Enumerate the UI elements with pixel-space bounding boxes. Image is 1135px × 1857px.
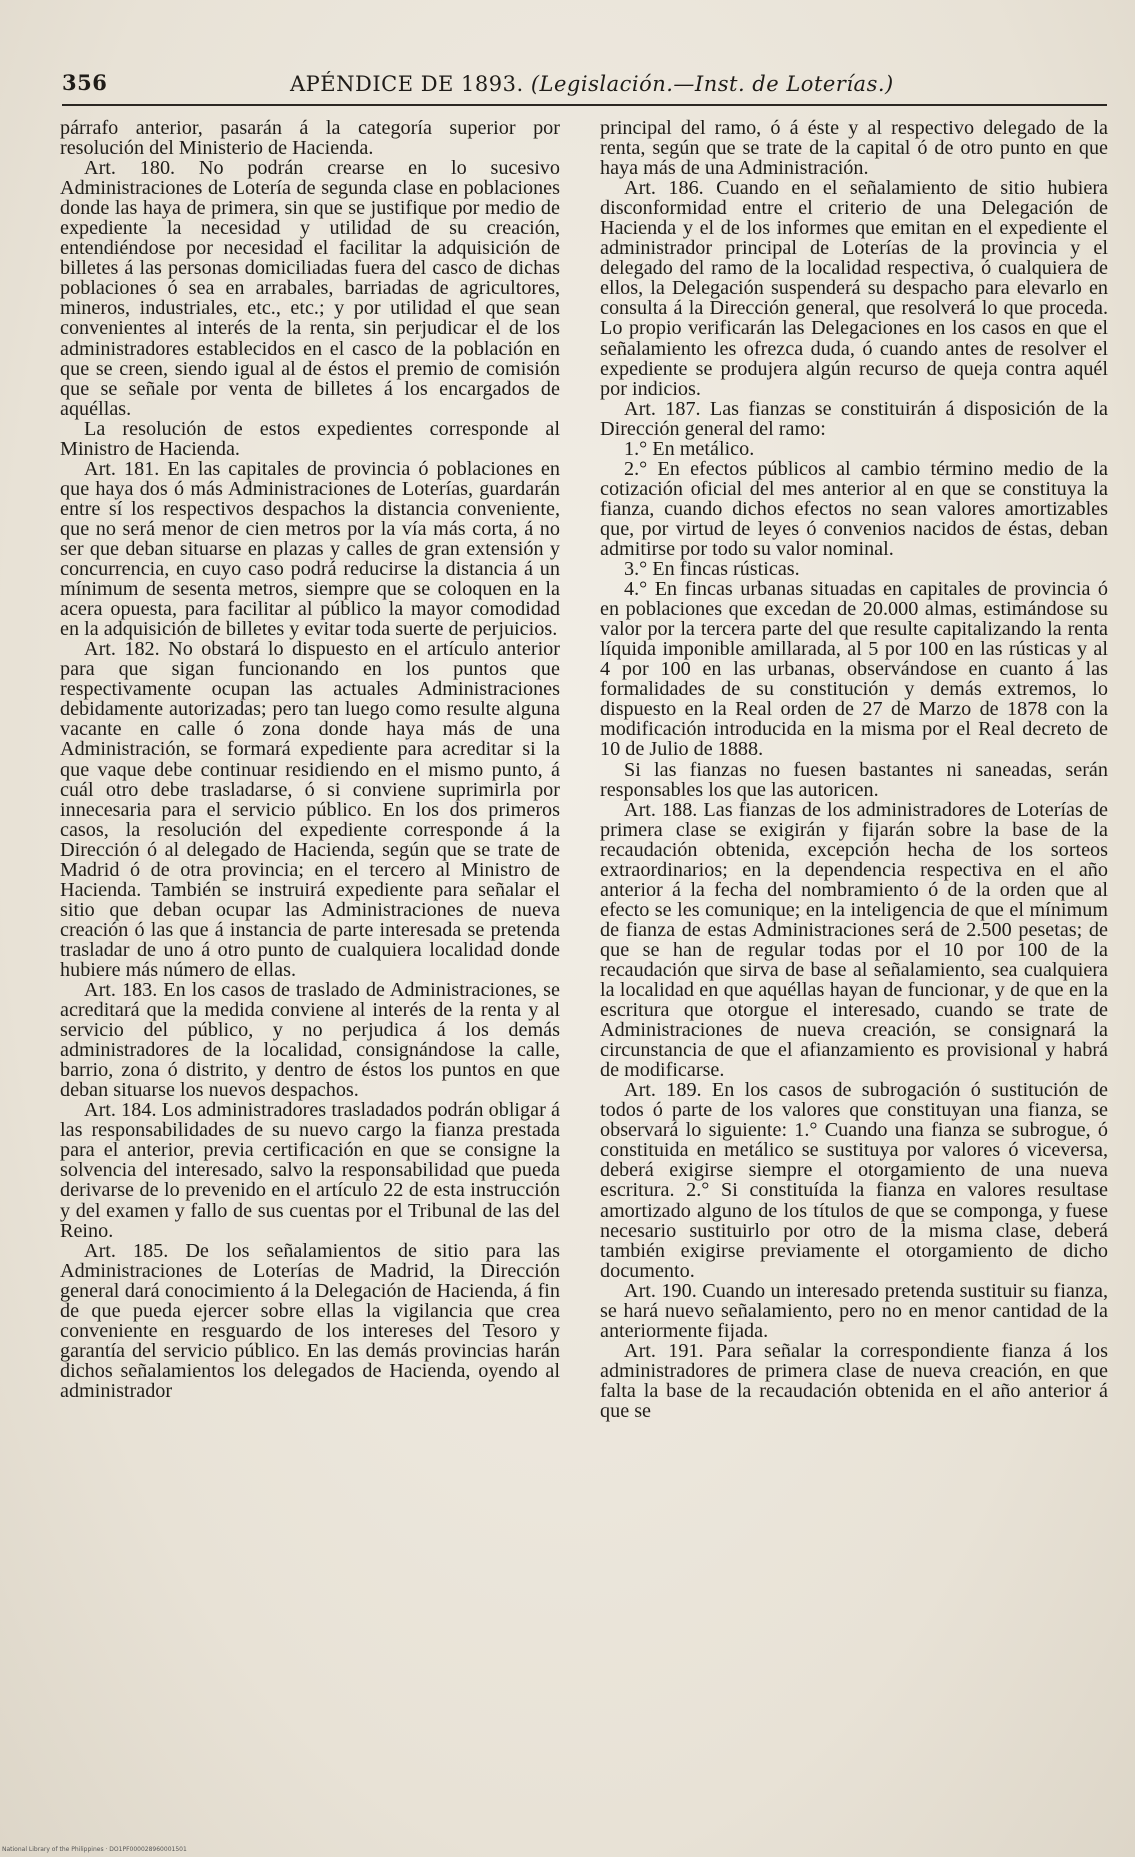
right-column bbox=[600, 118, 1108, 1421]
article-182: Art. 182. No obstará lo dispuesto en el artículo anterior para que sigan funcionando en los puntos que respectivamente ocupan las actuales Administraciones debidamente autorizadas; pero tan luego como resulte alguna vacante en calle ó zona donde haya más de una Administración, se formará expediente para acreditar si la que vaque debe continuar residiendo en el mismo punto, á cuál otro debe trasladarse, ó si conviene suprimirla por innecesaria para el servicio público. En los dos primeros casos, la resolución del expediente corresponde á la Dirección ó al delegado de Hacienda, según que se trate de Madrid ó de otra provincia; en el tercero al Ministro de Hacienda. También se instruirá expediente para señalar el sitio que deban ocupar las Administraciones de nueva creación ó las que á instancia de parte interesada se pretenda trasladar de uno á otro punto de cualquiera localidad donde hubiere más número de ellas. bbox=[60, 638, 560, 981]
running-title-main: APÉNDICE DE 1893. bbox=[290, 72, 524, 96]
article-188: Art. 188. Las fianzas de los administradores de Loterías de primera clase se exigirán y fijarán sobre la base de la recaudación obtenida, excepción hecha de los sorteos extraordinarios; en la dependencia respectiva en el año anterior á la fecha del nombramiento ó de la orden que al efecto se les comunique; en la inteligencia de que el mínimum de fianza de estas Administraciones será de 2.500 pesetas; de que se han de regular todas por el 10 por 100 de la recaudación que sirva de base al señalamiento, sea cualquiera la localidad en que aquéllas hayan de funcionar, y de que en la escritura que otorgue el interesado, cuando se trate de Administraciones de nueva creación, se consignará la circunstancia de que el afianzamiento es provisional y habrá de modificarse. bbox=[600, 798, 1108, 1082]
paragraph: párrafo anterior, pasarán á la categoría superior por resolución del Ministerio de Hacienda. bbox=[60, 117, 560, 160]
article-186: Art. 186. Cuando en el señalamiento de sitio hubiera disconformidad entre el criterio de una Delegación de Hacienda y el de los informes que emitan en el expediente el administrador principal de Loterías de la provincia y el delegado del ramo de la localidad respectiva, ó cualquiera de ellos, la Delegación suspenderá su despacho para elevarlo en consulta á la Dirección general, que resolverá lo que proceda. Lo propio verificarán las Delegaciones en los casos en que el señalamiento les ofrezca duda, ó cuando antes de resolver el expediente se produjera algún recurso de queja contra aquél por indicios. bbox=[600, 177, 1108, 400]
list-item: 2.° En efectos públicos al cambio término medio de la cotización oficial del mes anterior al en que se constituya la fianza, cuando dichos efectos no sean valores amortizables que, por virtud de leyes ó convenios nacidos de éstas, deban admitirse por todo su valor nominal. bbox=[600, 457, 1108, 560]
article-191: Art. 191. Para señalar la correspondiente fianza á los administradores de primera clase de nueva creación, en que falta la base de la recaudación obtenida en el año anterior á que se bbox=[600, 1339, 1108, 1422]
left-column bbox=[60, 118, 560, 1401]
digitization-credit: National Library of the Philippines · DO1PF000028960001501 bbox=[2, 1846, 187, 1853]
running-title bbox=[290, 72, 894, 96]
article-184: Art. 184. Los administradores trasladados podrán obligar á las responsabilidades de su nuevo cargo la fianza prestada para el anterior, previa certificación en que se consigne la solvencia del interesado, salvo la responsabilidad que pueda derivarse de lo prevenido en el artículo 22 de esta instrucción y del examen y fallo de sus cuentas por el Tribunal de las del Reino. bbox=[60, 1099, 560, 1242]
page-number: 356 bbox=[62, 70, 108, 95]
article-183: Art. 183. En los casos de traslado de Administraciones, se acreditará que la medida conviene al interés de la renta y al servicio del público, y no perjudica á los demás administradores de la localidad, consignándose la calle, barrio, zona ó distrito, y dentro de éstos los puntos en que deban situarse los nuevos despachos. bbox=[60, 979, 560, 1102]
article-181: Art. 181. En las capitales de provincia ó poblaciones en que haya dos ó más Administraciones de Loterías, guardarán entre sí los respectivos despachos la distancia conveniente, que no será menor de cien metros por la vía más corta, á no ser que deban situarse en plazas y calles de gran extensión y concurrencia, en cuyo caso podrá reducirse la distancia á un mínimum de sesenta metros, siempre que se coloquen en la acera opuesta, para facilitar al público la mayor comodidad en la adquisición de billetes y evitar toda suerte de perjuicios. bbox=[60, 457, 560, 641]
article-190: Art. 190. Cuando un interesado pretenda sustituir su fianza, se hará nuevo señalamiento, pero no en menor cantidad de la anteriormente fijada. bbox=[600, 1279, 1108, 1342]
list-item: 1.° En metálico. bbox=[624, 437, 755, 460]
article-187: Art. 187. Las fianzas se constituirán á disposición de la Dirección general del ramo: bbox=[600, 397, 1108, 440]
article-189: Art. 189. En los casos de subrogación ó sustitución de todos ó parte de los valores que constituyan una fianza, se observará lo siguiente: 1.° Cuando una fianza se subrogue, ó constituida en metálico se sustituya por valores ó viceversa, deberá exigirse siempre el otorgamiento de una nueva escritura. 2.° Si constituída la fianza en valores resultase amortizado alguno de los títulos de que se componga, y fuese necesario sustituirlo por otro de la misma clase, deberá también exigirse previamente el otorgamiento de dicho documento. bbox=[600, 1079, 1108, 1282]
header-rule bbox=[62, 104, 1107, 106]
list-item: 3.° En fincas rústicas. bbox=[624, 558, 800, 581]
paragraph: La resolución de estos expedientes corresponde al Ministro de Hacienda. bbox=[60, 417, 560, 460]
paragraph: principal del ramo, ó á éste y al respectivo delegado de la renta, según que se trate de la capital ó de otro punto en que haya más de una Administración. bbox=[600, 117, 1108, 180]
article-180: Art. 180. No podrán crearse en lo sucesivo Administraciones de Lotería de segunda clase en poblaciones donde las haya de primera, sin que se justifique por medio de expediente la necesidad y utilidad de su creación, entendiéndose por necesidad el facilitar la adquisición de billetes á las personas domiciliadas fuera del casco de dichas poblaciones ó sea en arrabales, barriadas de agricultores, mineros, industriales, etc., etc.; y por utilidad el que sean convenientes al interés de la renta, sin perjudicar el de los administradores establecidos en el casco de la población en que se creen, siendo igual al de éstos el premio de comisión que se señale por venta de billetes á los encargados de aquéllas. bbox=[60, 157, 560, 420]
running-title-italic: (Legislación.—Inst. de Loterías.) bbox=[530, 72, 894, 96]
article-185: Art. 185. De los señalamientos de sitio para las Administraciones de Loterías de Madrid, la Dirección general dará conocimiento á la Delegación de Hacienda, á fin de que pueda ejercer sobre ellas la vigilancia que crea conveniente en resguardo de los intereses del Tesoro y garantía del servicio público. En las demás provincias harán dichos señalamientos los delegados de Hacienda, oyendo al administrador bbox=[60, 1239, 560, 1402]
paragraph: Si las fianzas no fuesen bastantes ni saneadas, serán responsables los que las autoricen. bbox=[600, 758, 1108, 801]
list-item: 4.° En fincas urbanas situadas en capitales de provincia ó en poblaciones que excedan de 20.000 almas, estimándose su valor por la tercera parte del que resulte capitalizando la renta líquida imponible amillarada, al 5 por 100 en las rústicas y al 4 por 100 en las urbanas, observándose en cuanto á las formalidades de su constitución y demás extremos, lo dispuesto en la Real orden de 27 de Marzo de 1878 con la modificación introducida en la misma por el Real decreto de 10 de Julio de 1888. bbox=[600, 578, 1108, 761]
